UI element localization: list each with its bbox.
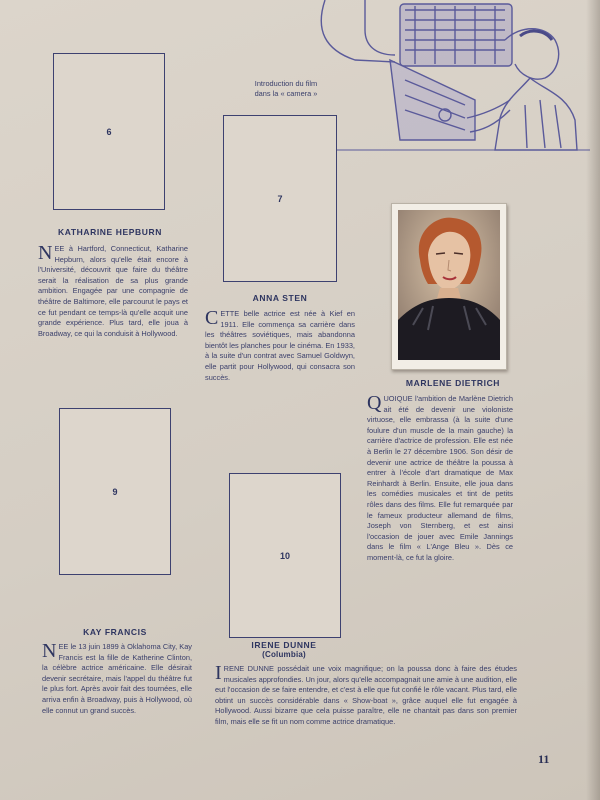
bio-marlene-dietrich <box>367 394 513 564</box>
bio-text: EE à Hartford, Connecticut, Katharine Hepburn, alors qu'elle était encore à l'Université, découvrit que faire du théâtre serait la réalisation de sa plus grande ambition. Engagée par une compagnie de théâtre de Baltimore, elle parcourut le pays et ce fut pendant ce temps-là qu'elle acquit une grande expérience. Plus tard, elle joua à Broadway, ce qui la conduisit à Hollywood. <box>38 244 188 338</box>
name-katharine-hepburn: KATHARINE HEPBURN <box>57 227 162 237</box>
name-kay-francis: KAY FRANCIS <box>83 627 147 637</box>
dropcap: Q <box>367 392 382 414</box>
page-edge-shadow <box>586 0 600 800</box>
card-slot-6 <box>53 53 165 210</box>
name-marlene-dietrich: MARLENE DIETRICH <box>405 378 501 388</box>
bio-anna-sten <box>205 309 355 383</box>
photo-card-marlene-dietrich <box>391 203 507 370</box>
bio-katharine-hepburn <box>38 244 188 339</box>
caption-line-2: dans la « camera » <box>254 89 318 98</box>
slot-number: 7 <box>277 193 283 204</box>
card-slot-10 <box>229 473 341 638</box>
bio-text: RENE DUNNE possédait une voix magnifique; on la poussa donc à faire des études musicales approfondies. Un jour, alors qu'elle accompagnait une amie à une audition, elle eut l'occasion de se faire entendre, et c'est à elle que fut confié le rôle vacant. Plus tard, elle obtint un succès considérable dans « Show-boat », grâce auquel elle fut engagée à Hollywood. Aussi bizarre que cela puisse paraître, elle ne chantait pas dans son premier film, mais elle se fit un nom comme actrice dramatique. <box>215 664 517 726</box>
bio-irene-dunne <box>215 664 517 728</box>
page-number: 11 <box>538 752 550 766</box>
name-irene-dunne <box>220 640 348 659</box>
bio-text: UOIQUE l'ambition de Marlène Dietrich ait été de devenir une violoniste virtuose, elle embrassa (à la suite d'une foulure d'un muscle de la main gauche) la carrière d'actrice de profession. Elle est née à Berlin le 27 décembre 1906. Son désir de devenir une actrice de théâtre la poussa à entrer à l'école d'art dramatique de Max Reinhardt à Berlin. Ensuite, elle joua dans les comédies musicales et tint de petits rôles dans des films. Elle fut remarquée par le fameux producteur allemand de films, Joseph von Sternberg, et est ainsi l'occasion de jouer avec Emile Jannings dans le film « L'Ange Bleu ». Dès ce moment-là, ce fut la gloire. <box>367 394 513 562</box>
dropcap: I <box>215 662 222 684</box>
dropcap: N <box>42 640 57 662</box>
bio-text: EE le 13 juin 1899 à Oklahoma City, Kay Francis est la fille de Katherine Clinton, la célèbre actrice américaine. Elle désirait devenir secrétaire, mais l'appel du théâtre fut le plus fort. Après avoir fait des tournées, elle arriva enfin à Broadway, puis à Hollywood, où elle connut un grand succès. <box>42 642 192 715</box>
dropcap: C <box>205 307 219 329</box>
camera-operator-illustration <box>305 0 590 158</box>
card-slot-9 <box>59 408 171 575</box>
portrait-image <box>398 210 500 360</box>
card-slot-7 <box>223 115 337 282</box>
bio-text: ETTE belle actrice est née à Kief en 1911. Elle commença sa carrière dans les théâtres soviétiques, mais abandonna bientôt les planches pour le cinéma. En 1933, à la suite d'un contrat avec Samuel Goldwyn, elle partit pour Hollywood, qui consacra son succès. <box>205 309 355 382</box>
studio-label: (Columbia) <box>262 650 306 659</box>
name-anna-sten: ANNA STEN <box>252 293 308 303</box>
slot-number: 6 <box>106 126 112 137</box>
illustration-caption <box>226 79 346 99</box>
bio-kay-francis <box>42 642 192 716</box>
dropcap: N <box>38 242 53 264</box>
caption-line-1: Introduction du film <box>254 79 318 88</box>
slot-number: 10 <box>279 550 290 561</box>
slot-number: 9 <box>112 486 118 497</box>
name-text: IRENE DUNNE <box>251 640 317 650</box>
